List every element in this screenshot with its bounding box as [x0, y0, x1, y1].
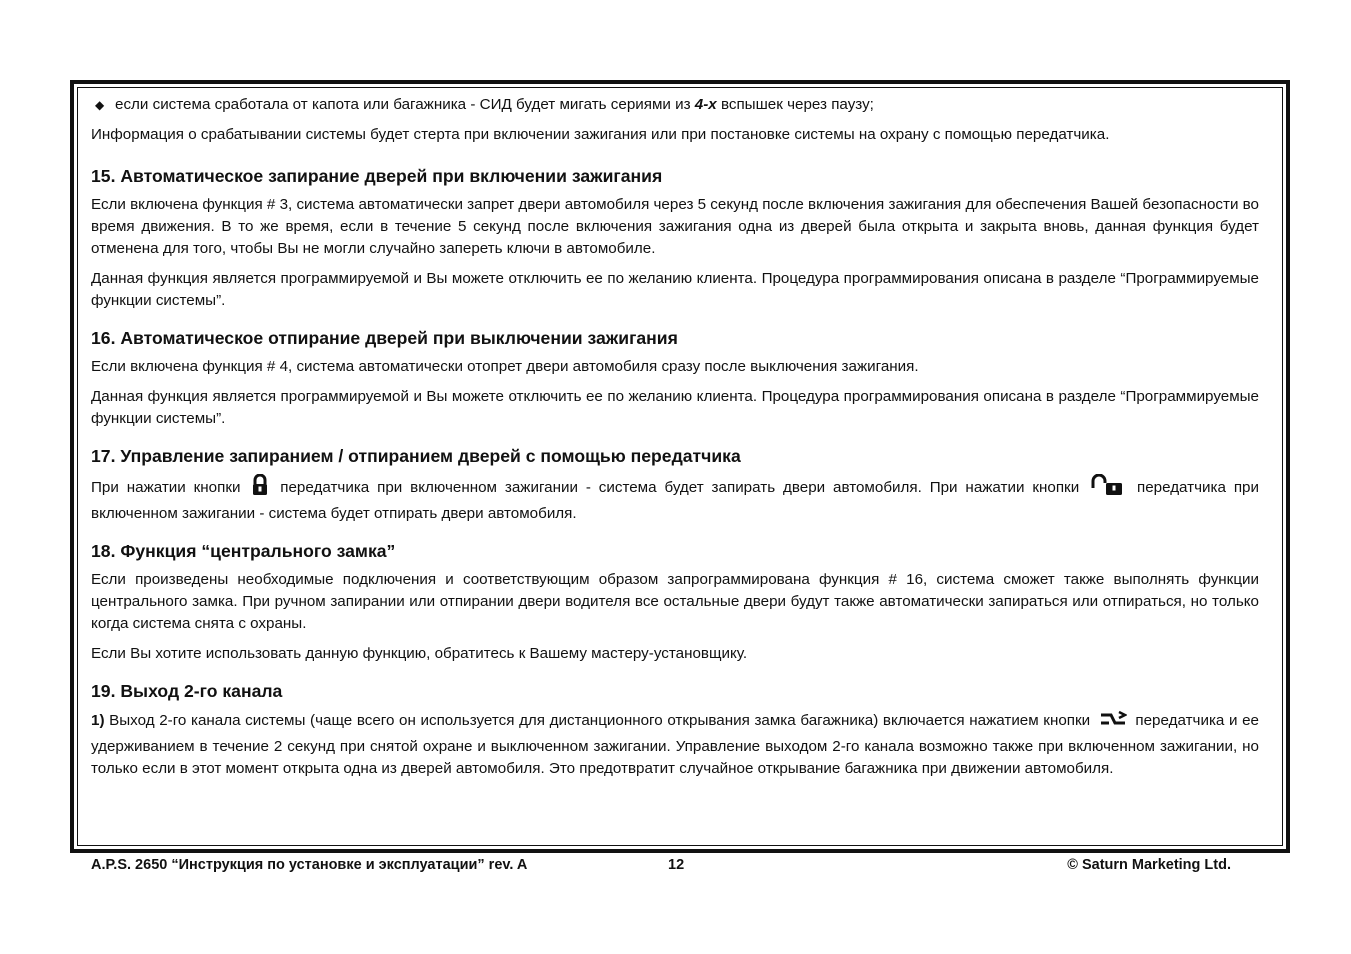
bullet-emphasis: 4-x: [694, 96, 717, 113]
section-18-heading: 18. Функция “центрального замка”: [91, 541, 396, 561]
intro-paragraph: Информация о срабатывании системы будет стерта при включении зажигания или при постановке системы на охрану с помощью передатчика.: [91, 126, 1110, 143]
section-19-item-number: 1): [91, 712, 105, 729]
section-17-text-3: передатчика при включенном зажигании - система будет отпирать двери автомобиля.: [91, 479, 1259, 522]
page-footer: [91, 857, 1231, 877]
bullet-diamond-icon: ◆: [95, 98, 105, 112]
footer-copyright: © Saturn Marketing Ltd.: [1067, 857, 1231, 873]
lock-closed-icon: [252, 474, 268, 503]
bullet-item: [91, 94, 1259, 116]
section-17-text-2: передатчика при включенном зажигании - система будет запирать двери автомобиля. При нажатии кнопки: [272, 479, 1088, 496]
section-19-heading: 19. Выход 2-го канала: [91, 681, 283, 701]
section-17-heading: 17. Управление запиранием / отпиранием дверей с помощью передатчика: [91, 446, 741, 466]
bullet-text-before: если система сработала от капота или багажника - СИД будет мигать сериями из: [115, 96, 695, 113]
section-19-text-2: передатчика и ее удерживанием в течение 2 секунд при снятой охране и выключенном зажигании. Управление выходом 2-го канала возможно также при включенном зажигании, но только если в этот момент открыта одна из дверей автомобиля. Это предотвратит случайное открывание багажника при движении автомобиля.: [91, 712, 1259, 777]
section-17-paragraph: [91, 474, 1259, 525]
section-19-paragraph: [91, 709, 1259, 780]
section-18-paragraph-2: Если Вы хотите использовать данную функцию, обратитесь к Вашему мастеру-установщику.: [91, 645, 748, 662]
section-19-text-1: Выход 2-го канала системы (чаще всего он используется для дистанционного открывания замка багажника) включается нажатием кнопки: [104, 712, 1095, 729]
section-16-heading: 16. Автоматическое отпирание дверей при выключении зажигания: [91, 328, 678, 348]
section-16-paragraph-2: Данная функция является программируемой и Вы можете отключить ее по желанию клиента. Процедура программирования описана в разделе “Программируемые функции системы”.: [91, 388, 1259, 427]
section-15-paragraph-1: Если включена функция # 3, система автоматически запрет двери автомобиля через 5 секунд после включения зажигания для обеспечения Вашей безопасности во время движения. В то же время, если в течение 5 секунд после включения зажигания одна из дверей была открыта и закрыта вновь, данная функция будет отменена для того, чтобы Вы не могли случайно запереть ключи в автомобиле.: [91, 196, 1260, 257]
bullet-text-after: вспышек через паузу;: [716, 96, 874, 113]
section-16-paragraph-1: Если включена функция # 4, система автоматически отопрет двери автомобиля сразу после выключения зажигания.: [91, 358, 919, 375]
section-15-heading: 15. Автоматическое запирание дверей при включении зажигания: [91, 166, 663, 186]
footer-page-number: 12: [668, 857, 685, 873]
footer-document-title: A.P.S. 2650 “Инструкция по установке и эксплуатации” rev. A: [91, 857, 528, 873]
section-15-paragraph-2: Данная функция является программируемой и Вы можете отключить ее по желанию клиента. Процедура программирования описана в разделе “Программируемые функции системы”.: [91, 270, 1259, 309]
trunk-channel-icon: [1099, 709, 1127, 736]
section-17-text-1: При нажатии кнопки: [91, 479, 249, 496]
page-content: [91, 94, 1259, 788]
section-18-paragraph-1: Если произведены необходимые подключения и соответствующим образом запрограммирована функция # 16, система сможет также выполнять функции центрального замка. При ручном запирании или отпирании двери водителя все остальные двери будут также автоматически запираться или отпираться, но только когда система снята с охраны.: [91, 571, 1259, 632]
lock-open-icon: [1091, 474, 1125, 503]
